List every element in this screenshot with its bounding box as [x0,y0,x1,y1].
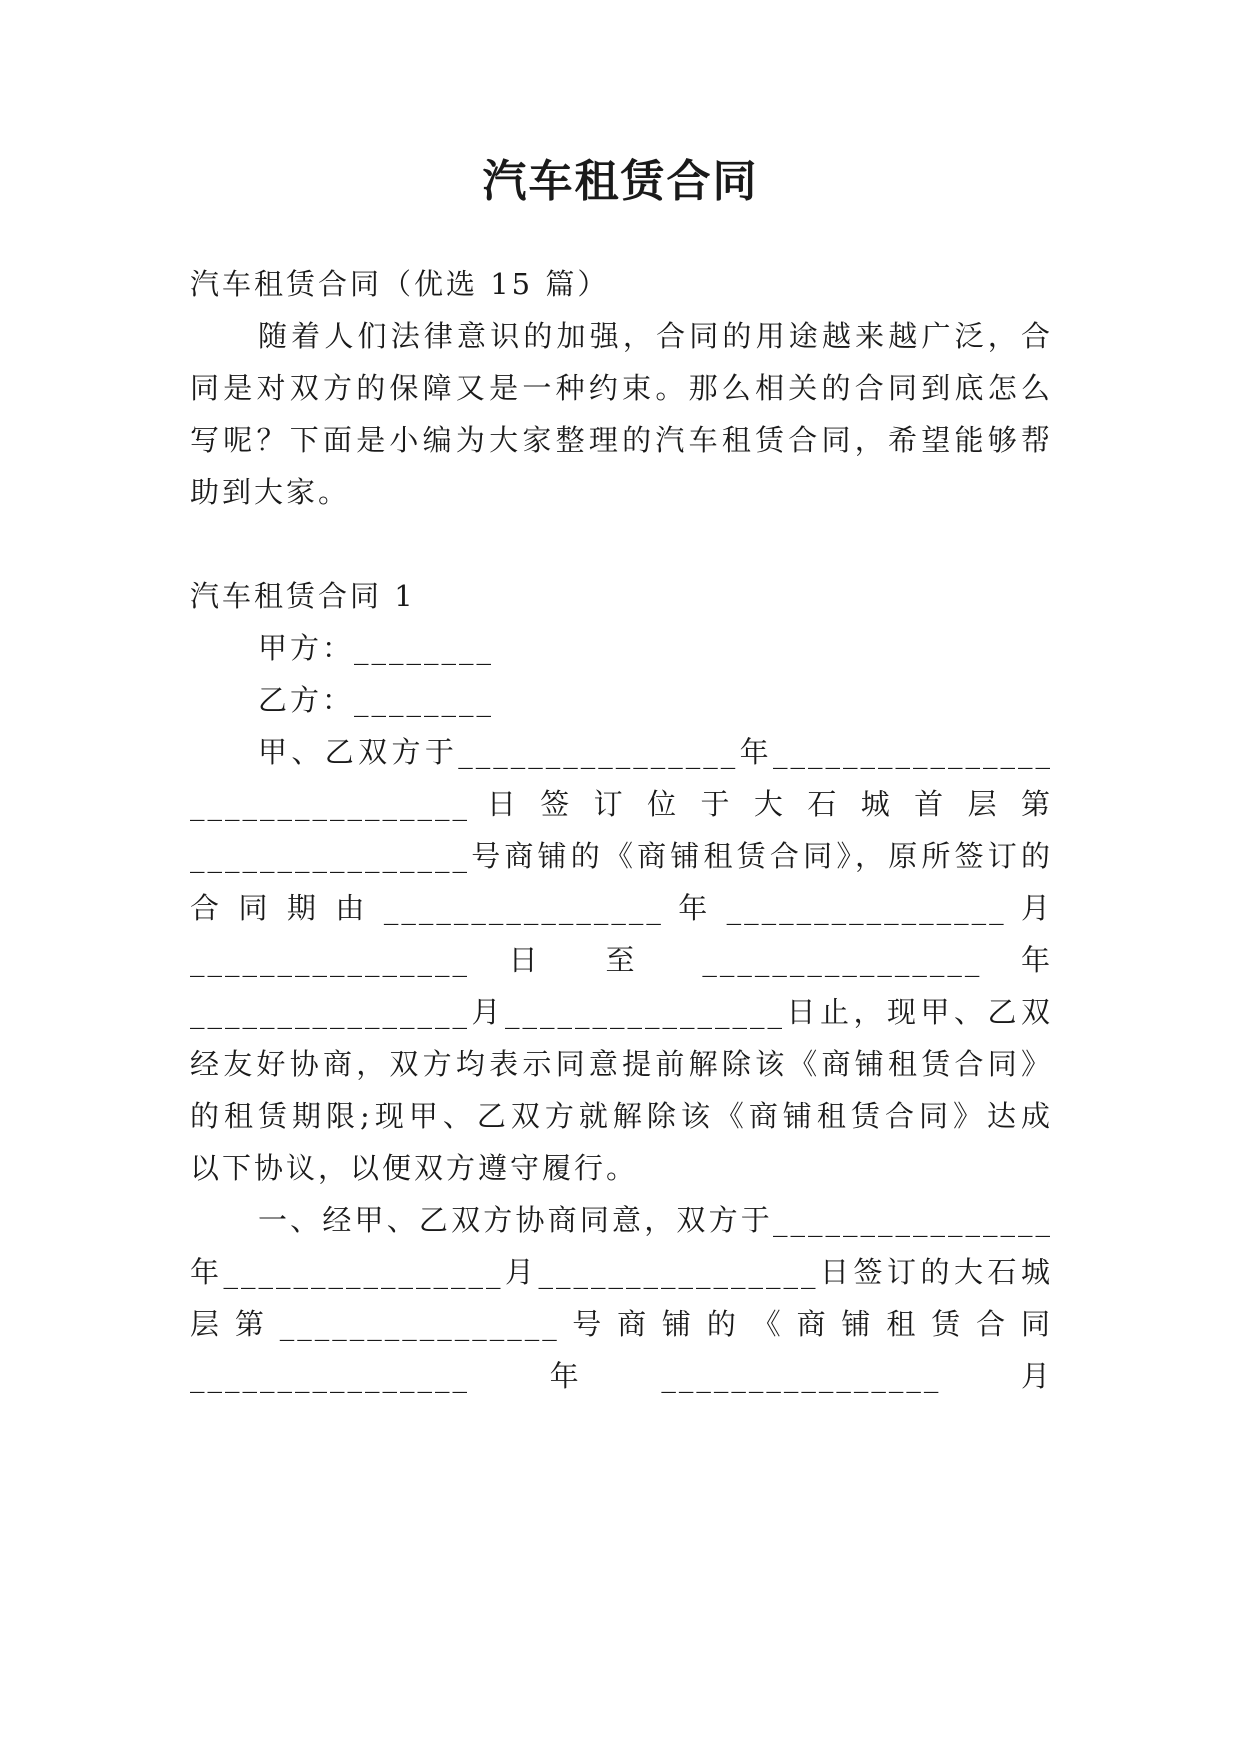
contract-paragraph-line: ________________ 日 签 订 位 于 大 石 城 首 层 第 [190,787,1053,821]
clause-one-line: ________________年________________月 [190,1359,1053,1393]
intro-paragraph-line: 随着人们法律意识的加强，合同的用途越来越广泛，合 [258,319,1053,353]
party-b-line: 乙方：________ [258,683,495,717]
intro-paragraph-line: 写呢？下面是小编为大家整理的汽车租赁合同，希望能够帮 [190,423,1053,457]
intro-paragraph-line: 助到大家。 [190,475,351,509]
section-heading: 汽车租赁合同 1 [190,579,416,613]
clause-one-line: 年________________月________________日签订的大石城 [190,1255,1053,1289]
contract-paragraph-line: 经友好协商，双方均表示同意提前解除该《商铺租赁合同》 [190,1047,1053,1081]
contract-paragraph-line: 以下协议，以便双方遵守履行。 [190,1151,639,1185]
contract-paragraph-line: 的租赁期限;现甲、乙双方就解除该《商铺租赁合同》达成 [190,1099,1053,1133]
contract-paragraph-line: 合 同 期 由 ________________ 年 ________________ 月 [190,891,1053,925]
clause-one-line: 一、经甲、乙双方协商同意，双方于________________ [258,1203,1053,1237]
page-title: 汽车租赁合同 [482,156,759,207]
clause-one-line: 层 第 ________________ 号 商 铺 的 《 商 铺 租 赁 合 同 [190,1307,1053,1341]
contract-paragraph-line: ________________号商铺的《商铺租赁合同》，原所签订的 [190,839,1053,873]
contract-paragraph-line: 甲、乙双方于________________年________________ [258,735,1053,769]
party-a-line: 甲方：________ [258,631,495,665]
intro-paragraph-line: 同是对双方的保障又是一种约束。那么相关的合同到底怎么 [190,371,1053,405]
contract-paragraph-line: ________________ 日 至 ________________ 年 [190,943,1053,977]
contract-paragraph-line: ________________月________________日止，现甲、乙双 [190,995,1053,1029]
document-subtitle: 汽车租赁合同（优选 15 篇） [190,267,610,301]
